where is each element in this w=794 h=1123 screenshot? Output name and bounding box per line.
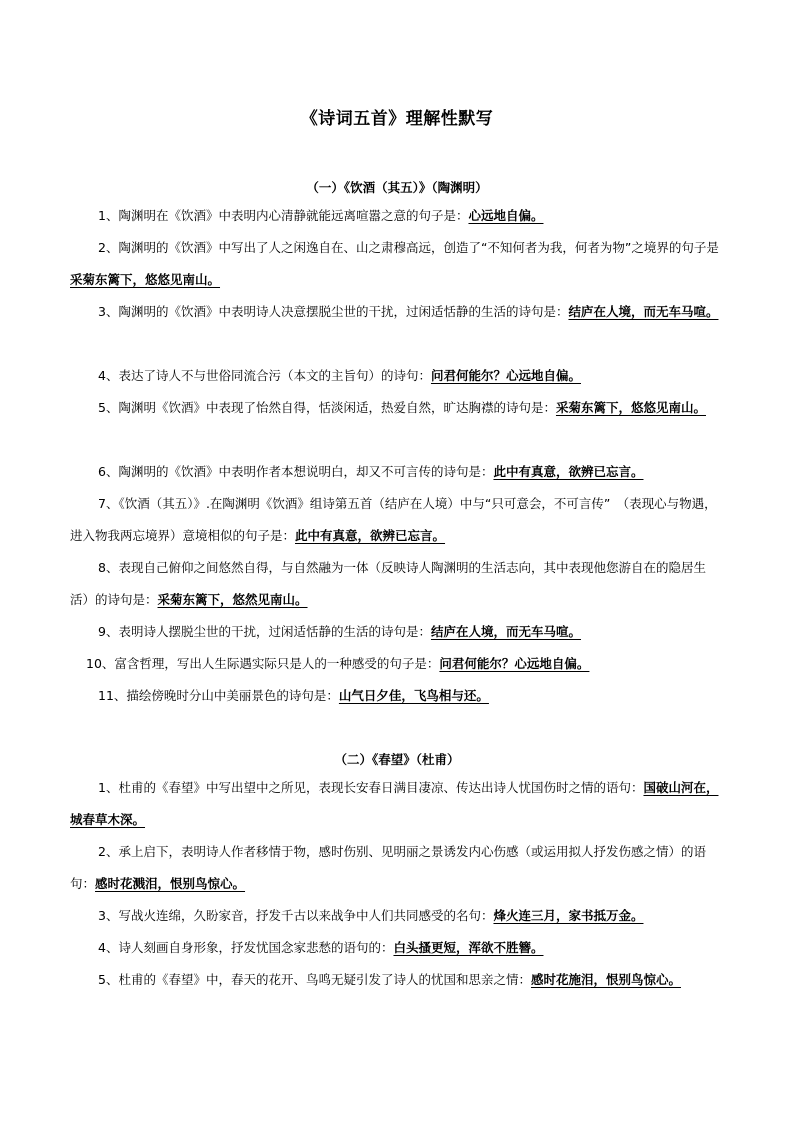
question-text: 5、杜甫的《春望》中，春天的花开、鸟鸣无疑引发了诗人的忧国和思亲之情： bbox=[98, 972, 531, 987]
question-text: 4、诗人刻画自身形象，抒发忧国念家悲愁的语句的： bbox=[98, 940, 394, 955]
list-item bbox=[70, 836, 724, 900]
answer-text: 结庐在人境，而无车马喧。 bbox=[430, 624, 581, 639]
list-item bbox=[70, 296, 724, 328]
answer-text: 感时花施泪，恨别鸟惊心。 bbox=[530, 972, 681, 987]
answer-text: 结庐在人境，而无车马喧。 bbox=[568, 304, 719, 319]
list-item bbox=[70, 772, 724, 836]
list-item bbox=[70, 616, 724, 648]
answer-text: 感时花溅泪，恨别鸟惊心。 bbox=[95, 876, 246, 891]
list-item bbox=[70, 232, 724, 296]
list-item bbox=[70, 360, 724, 392]
list-item bbox=[70, 456, 724, 488]
question-text: 2、承上启下，表明诗人作者移情于物，感时伤别、见明丽之景诱发内心伤感（或运用拟人抒发伤感之情）的语句： bbox=[70, 844, 706, 891]
section-heading-2: （二）《春望》（杜甫） bbox=[334, 752, 460, 767]
section-heading-1: （一）《饮酒（其五）》（陶渊明） bbox=[306, 180, 488, 195]
question-text: 1、陶渊明在《饮酒》中表明内心清静就能远离喧嚣之意的句子是： bbox=[98, 208, 469, 223]
answer-text: 此中有真意，欲辨已忘言。 bbox=[493, 464, 644, 479]
answer-text: 问君何能尔？心远地自偏。 bbox=[439, 656, 590, 671]
answer-text: 问君何能尔？心远地自偏。 bbox=[430, 368, 581, 383]
list-item bbox=[70, 964, 724, 996]
answer-text: 采菊东篱下，悠悠见南山。 bbox=[555, 400, 706, 415]
question-text: 6、陶渊明的《饮酒》中表明作者本想说明白，却又不可言传的诗句是： bbox=[98, 464, 494, 479]
answer-text: 采菊东篱下，悠悠见南山。 bbox=[70, 272, 221, 287]
question-text: 11、描绘傍晚时分山中美丽景色的诗句是： bbox=[98, 688, 339, 703]
list-item bbox=[70, 680, 724, 712]
question-text: 9、表明诗人摆脱尘世的干扰，过闲适恬静的生活的诗句是： bbox=[98, 624, 431, 639]
question-text: 5、陶渊明《饮酒》中表现了怡然自得，恬淡闲适，热爱自然，旷达胸襟的诗句是： bbox=[98, 400, 556, 415]
question-text: 2、陶渊明的《饮酒》中写出了人之闲逸自在、山之肃穆高远，创造了“不知何者为我，何者为物”之境界的句子是 bbox=[98, 240, 719, 255]
question-text: 4、表达了诗人不与世俗同流合污（本文的主旨句）的诗句： bbox=[98, 368, 431, 383]
question-text: 1、杜甫的《春望》中写出望中之所见，表现长安春日满目凄凉、传达出诗人忧国伤时之情的语句： bbox=[98, 780, 644, 795]
answer-text: 采菊东篱下，悠然见南山。 bbox=[157, 592, 308, 607]
answer-text: 白头搔更短，浑欲不胜簪。 bbox=[393, 940, 544, 955]
list-item bbox=[70, 552, 724, 616]
answer-text: 心远地自偏。 bbox=[468, 208, 544, 223]
question-text: 7、《饮酒（其五）》.在陶渊明《饮酒》组诗第五首（结庐在人境）中与“只可意会，不可言传” （表现心与物遇，进入物我两忘境界）意境相似的句子是： bbox=[70, 496, 717, 543]
question-text: 10、富含哲理，写出人生际遇实际只是人的一种感受的句子是： bbox=[86, 656, 440, 671]
list-item bbox=[70, 392, 724, 424]
answer-text: 山气日夕佳，飞鸟相与还。 bbox=[338, 688, 489, 703]
page-title: 《诗词五首》理解性默写 bbox=[300, 109, 494, 129]
list-item bbox=[70, 932, 724, 964]
list-item bbox=[70, 900, 724, 932]
list-item bbox=[70, 488, 724, 552]
question-text: 8、表现自己俯仰之间悠然自得，与自然融为一体（反映诗人陶渊明的生活志向，其中表现他您游自在的隐居生活）的诗句是： bbox=[70, 560, 706, 607]
question-text: 3、陶渊明的《饮酒》中表明诗人决意摆脱尘世的干扰，过闲适恬静的生活的诗句是： bbox=[98, 304, 569, 319]
list-item bbox=[70, 200, 724, 232]
answer-text: 此中有真意，欲辨已忘言。 bbox=[295, 528, 446, 543]
list-item bbox=[70, 648, 724, 680]
answer-text: 国破山河在，城春草木深。 bbox=[70, 780, 719, 827]
answer-text: 烽火连三月，家书抵万金。 bbox=[493, 908, 644, 923]
question-text: 3、写战火连绵，久盼家音，抒发千古以来战争中人们共同感受的名句： bbox=[98, 908, 494, 923]
